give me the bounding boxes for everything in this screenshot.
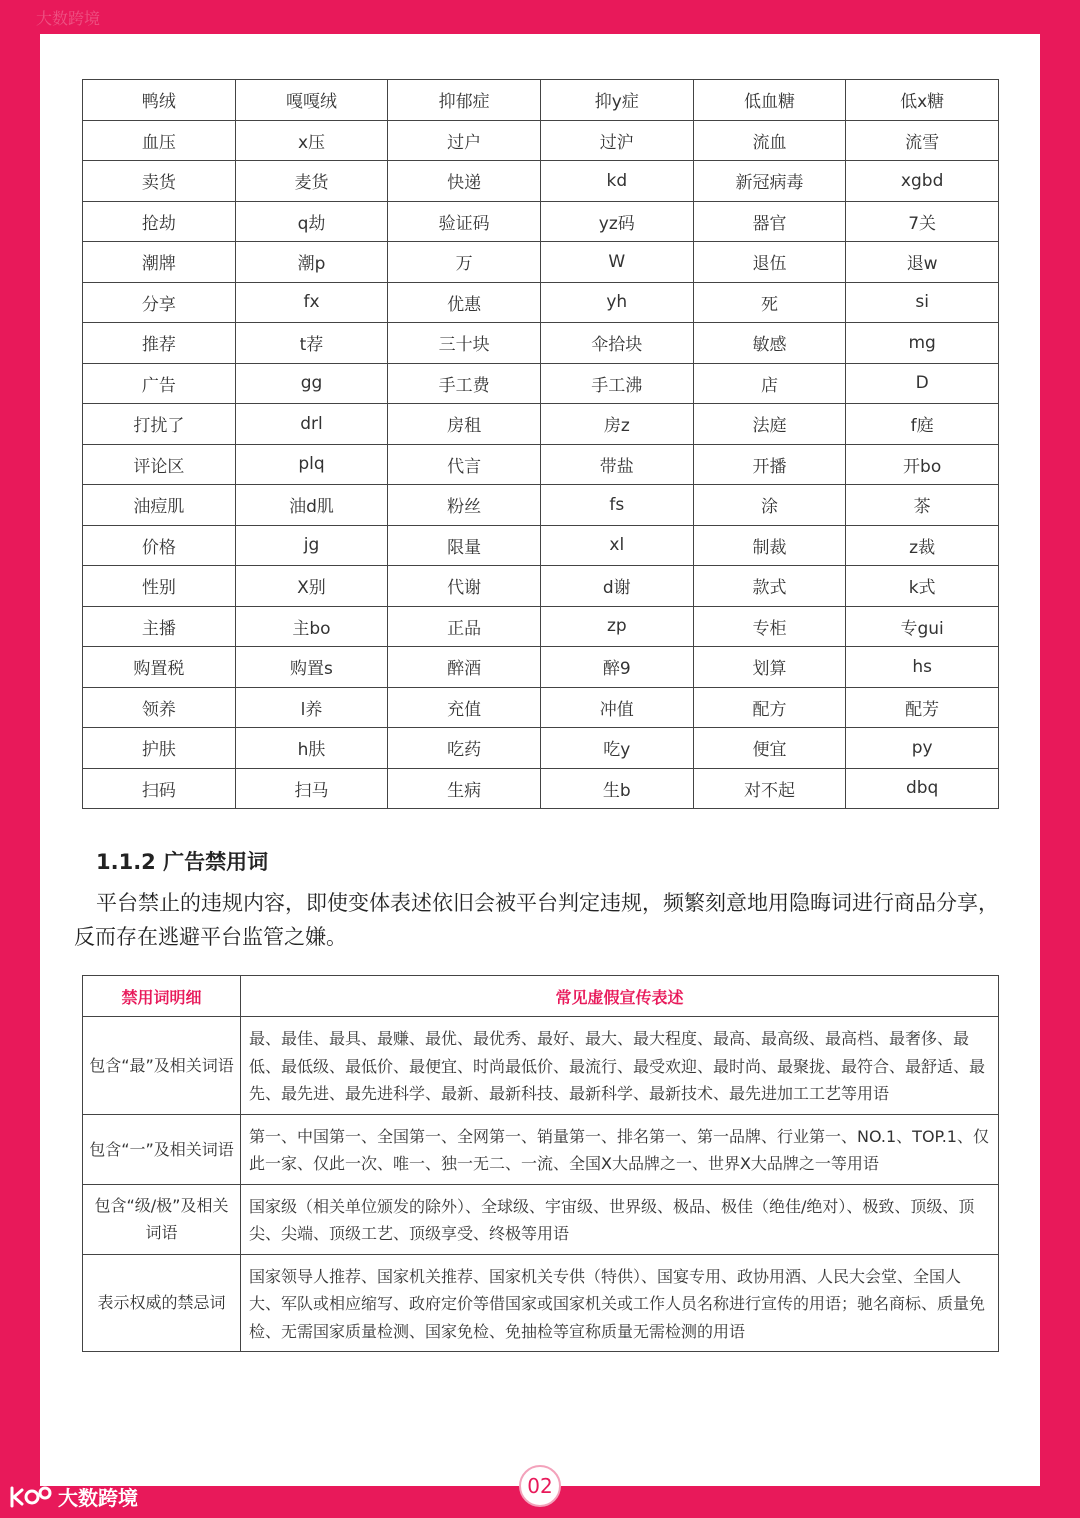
table-cell: 鸭绒: [83, 80, 236, 121]
table-cell: 划算: [693, 647, 846, 688]
table-cell: h肤: [235, 728, 388, 769]
section-title: 1.1.2 广告禁用词: [96, 850, 269, 874]
table-cell: 扫马: [235, 768, 388, 809]
table-row: [83, 404, 999, 445]
table-cell: 代谢: [388, 566, 541, 607]
table-cell: 对不起: [693, 768, 846, 809]
banned-words-table: [82, 975, 999, 1352]
table-cell: l养: [235, 687, 388, 728]
table-row: [83, 363, 999, 404]
table-cell: py: [846, 728, 999, 769]
table-cell: plq: [235, 444, 388, 485]
section-paragraph: 平台禁止的违规内容，即使变体表述依旧会被平台判定违规，频繁刻意地用隐晦词进行商品分享，反而存在逃避平台监管之嫌。: [74, 891, 999, 949]
table-row: [83, 444, 999, 485]
table-cell: 油痘肌: [83, 485, 236, 526]
table-cell: 流雪: [846, 120, 999, 161]
header-banned-detail: 禁用词明细: [83, 976, 241, 1017]
top-watermark: 大数跨境: [36, 9, 101, 28]
table-cell: 评论区: [83, 444, 236, 485]
table-cell: 专柜: [693, 606, 846, 647]
table-cell: 吃药: [388, 728, 541, 769]
table-row: [83, 201, 999, 242]
category-cell: 表示权威的禁忌词: [83, 1254, 241, 1352]
table-cell: 敏感: [693, 323, 846, 364]
logo-text: 大数跨境: [58, 1486, 138, 1510]
table-cell: 房租: [388, 404, 541, 445]
kc-logo-icon: [8, 1484, 54, 1510]
table-cell: 7关: [846, 201, 999, 242]
table-row: [83, 1017, 999, 1115]
table-cell: 过户: [388, 120, 541, 161]
table-cell: 手工费: [388, 363, 541, 404]
table-row: [83, 525, 999, 566]
table-cell: 分享: [83, 282, 236, 323]
table-cell: 快递: [388, 161, 541, 202]
table-cell: 伞拾块: [540, 323, 693, 364]
table-cell: D: [846, 363, 999, 404]
table-cell: 死: [693, 282, 846, 323]
table-cell: 吃y: [540, 728, 693, 769]
table-cell: x压: [235, 120, 388, 161]
table-cell: 抢劫: [83, 201, 236, 242]
table-cell: 血压: [83, 120, 236, 161]
category-cell: 包含“级/极”及相关词语: [83, 1184, 241, 1254]
table-row: [83, 282, 999, 323]
table-cell: 潮牌: [83, 242, 236, 283]
table-cell: 专gui: [846, 606, 999, 647]
table-row: [83, 647, 999, 688]
table-cell: 限量: [388, 525, 541, 566]
table-cell: 性别: [83, 566, 236, 607]
table-cell: 购置s: [235, 647, 388, 688]
table-cell: fs: [540, 485, 693, 526]
document-page: [40, 34, 1040, 1486]
table-cell: 优惠: [388, 282, 541, 323]
table-cell: 涂: [693, 485, 846, 526]
table-cell: 主bo: [235, 606, 388, 647]
table-cell: d谢: [540, 566, 693, 607]
table-cell: yh: [540, 282, 693, 323]
table-cell: z裁: [846, 525, 999, 566]
table-cell: 主播: [83, 606, 236, 647]
table-cell: 便宜: [693, 728, 846, 769]
table-cell: 醉9: [540, 647, 693, 688]
description-cell: 第一、中国第一、全国第一、全网第一、销量第一、排名第一、第一品牌、行业第一、NO.1、TOP.1、仅此一家、仅此一次、唯一、独一无二、一流、全国X大品牌之一、世界X大品牌之一等用语: [241, 1114, 999, 1184]
table-cell: hs: [846, 647, 999, 688]
table-cell: 开播: [693, 444, 846, 485]
table-cell: 广告: [83, 363, 236, 404]
table-cell: 低血糖: [693, 80, 846, 121]
table-cell: kd: [540, 161, 693, 202]
table-row: [83, 1114, 999, 1184]
table-cell: 正品: [388, 606, 541, 647]
table-cell: f庭: [846, 404, 999, 445]
table-row: [83, 768, 999, 809]
table-cell: 麦货: [235, 161, 388, 202]
table-cell: 嘎嘎绒: [235, 80, 388, 121]
table-cell: 潮p: [235, 242, 388, 283]
table-cell: 抑y症: [540, 80, 693, 121]
header-false-claims: 常见虚假宣传表述: [241, 976, 999, 1017]
table-cell: X别: [235, 566, 388, 607]
table-row: [83, 323, 999, 364]
table-cell: mg: [846, 323, 999, 364]
table-cell: drl: [235, 404, 388, 445]
table-cell: 配方: [693, 687, 846, 728]
table-cell: 醉酒: [388, 647, 541, 688]
table-row: [83, 242, 999, 283]
table-cell: 流血: [693, 120, 846, 161]
page-number: 02: [519, 1465, 561, 1507]
table-row: [83, 566, 999, 607]
table-cell: 茶: [846, 485, 999, 526]
table-cell: 款式: [693, 566, 846, 607]
table-cell: 退w: [846, 242, 999, 283]
category-cell: 包含“一”及相关词语: [83, 1114, 241, 1184]
description-cell: 国家领导人推荐、国家机关推荐、国家机关专供（特供）、国宴专用、政协用酒、人民大会堂、全国人大、军队或相应缩写、政府定价等借国家或国家机关或工作人员名称进行宣传的用语；驰名商标、质量免检、无需国家质量检测、国家免检、免抽检等宣称质量无需检测的用语: [241, 1254, 999, 1352]
table-cell: 抑郁症: [388, 80, 541, 121]
table-cell: 带盐: [540, 444, 693, 485]
table-cell: k式: [846, 566, 999, 607]
table-cell: 手工沸: [540, 363, 693, 404]
table-cell: jg: [235, 525, 388, 566]
table-row: [83, 485, 999, 526]
table-row: [83, 606, 999, 647]
table-row: [83, 1184, 999, 1254]
table-cell: 代言: [388, 444, 541, 485]
table-row: [83, 80, 999, 121]
table-row: [83, 687, 999, 728]
table-cell: q劫: [235, 201, 388, 242]
table-cell: 护肤: [83, 728, 236, 769]
table-cell: 验证码: [388, 201, 541, 242]
table-row: [83, 161, 999, 202]
table-cell: 推荐: [83, 323, 236, 364]
description-cell: 最、最佳、最具、最赚、最优、最优秀、最好、最大、最大程度、最高、最高级、最高档、最奢侈、最低、最低级、最低价、最便宜、时尚最低价、最流行、最受欢迎、最时尚、最聚拢、最符合、最舒适、最先、最先进、最先进科学、最新、最新科技、最新科学、最新技术、最先进加工工艺等用语: [241, 1017, 999, 1115]
table-cell: dbq: [846, 768, 999, 809]
table-cell: 生病: [388, 768, 541, 809]
table-row: [83, 728, 999, 769]
table-cell: 冲值: [540, 687, 693, 728]
table-cell: 价格: [83, 525, 236, 566]
table-cell: 房z: [540, 404, 693, 445]
table-cell: si: [846, 282, 999, 323]
table-cell: 配芳: [846, 687, 999, 728]
table-cell: fx: [235, 282, 388, 323]
table-row: [83, 1254, 999, 1352]
table-cell: 制裁: [693, 525, 846, 566]
table-cell: 三十块: [388, 323, 541, 364]
table-cell: 器官: [693, 201, 846, 242]
table-cell: 油d肌: [235, 485, 388, 526]
table-cell: yz码: [540, 201, 693, 242]
table-cell: 过沪: [540, 120, 693, 161]
category-cell: 包含“最”及相关词语: [83, 1017, 241, 1115]
table-row: [83, 120, 999, 161]
table-cell: 充值: [388, 687, 541, 728]
variant-word-table: [82, 79, 999, 809]
table-cell: 店: [693, 363, 846, 404]
brand-logo: [8, 1482, 138, 1511]
description-cell: 国家级（相关单位颁发的除外）、全球级、宇宙级、世界级、极品、极佳（绝佳/绝对）、极致、顶级、顶尖、尖端、顶级工艺、顶级享受、终极等用语: [241, 1184, 999, 1254]
table-cell: 退伍: [693, 242, 846, 283]
table-cell: 生b: [540, 768, 693, 809]
table-cell: t荐: [235, 323, 388, 364]
table-cell: 法庭: [693, 404, 846, 445]
table-cell: W: [540, 242, 693, 283]
table-cell: 领养: [83, 687, 236, 728]
table-cell: 万: [388, 242, 541, 283]
table-cell: xl: [540, 525, 693, 566]
table-cell: 购置税: [83, 647, 236, 688]
table-cell: gg: [235, 363, 388, 404]
table-cell: 新冠病毒: [693, 161, 846, 202]
table-cell: zp: [540, 606, 693, 647]
table-cell: 粉丝: [388, 485, 541, 526]
table-cell: 卖货: [83, 161, 236, 202]
table-cell: 低x糖: [846, 80, 999, 121]
table-cell: xgbd: [846, 161, 999, 202]
table-cell: 开bo: [846, 444, 999, 485]
table-cell: 扫码: [83, 768, 236, 809]
table-cell: 打扰了: [83, 404, 236, 445]
